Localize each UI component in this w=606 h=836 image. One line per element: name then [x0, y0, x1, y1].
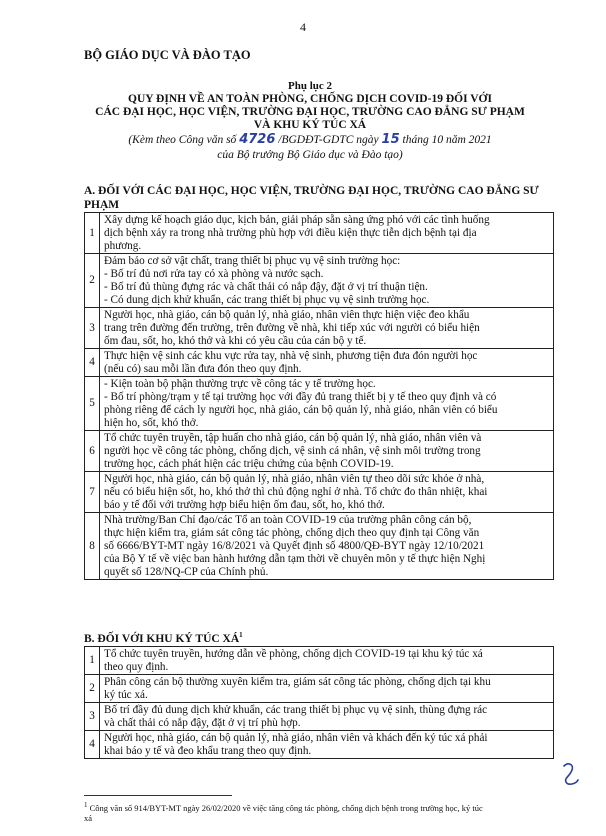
row-text-line: của Bộ Y tế về việc ban hành hướng dẫn tạm thời về chuyên môn y tế thực hiện Nghị	[104, 553, 486, 565]
row-text-line: Nhà trường/Ban Chỉ đạo/các Tổ an toàn COVID-19 của trường phân công cán bộ,	[104, 514, 472, 526]
row-text-line: dịch bệnh xảy ra trong nhà trường phù hợp với điều kiện thực tiễn dịch bệnh tại địa	[104, 227, 477, 239]
row-text-line: Xây dựng kế hoạch giáo dục, kịch bản, giải pháp sẵn sàng ứng phó với các tình huống	[104, 214, 490, 226]
table-row	[85, 702, 554, 730]
row-number: 5	[85, 377, 100, 431]
row-text-line: - Bố trí đủ nơi rửa tay có xà phòng và nước sạch.	[104, 268, 324, 280]
row-text-line: Bố trí đầy đủ dung dịch khử khuẩn, các trang thiết bị phục vụ vệ sinh, thùng đựng rác	[104, 703, 488, 716]
row-number: 4	[85, 349, 100, 377]
page-number: 4	[300, 20, 306, 34]
table-row	[85, 431, 554, 472]
row-number: 2	[85, 254, 100, 308]
document-header	[60, 80, 560, 162]
row-text-line: Tổ chức tuyên truyền, tập huấn cho nhà giáo, cán bộ quản lý, nhà giáo, nhân viên và	[104, 432, 482, 444]
row-text-line: Người học, nhà giáo, cán bộ quản lý, nhà giáo, nhân viên thực hiện việc đeo khẩu	[104, 309, 470, 321]
row-text-line: báo y tế đối với trường hợp biểu hiện ốm đau, sốt, ho, khó thở.	[104, 499, 385, 511]
row-content	[100, 674, 554, 702]
row-text-line: (nếu có) sau mỗi lần đưa đón theo quy định.	[104, 363, 302, 375]
row-content	[100, 513, 554, 580]
section-b-table	[84, 646, 554, 759]
table-row	[85, 254, 554, 308]
footnote-mark: 1	[84, 801, 88, 809]
table-row	[85, 472, 554, 513]
title-line-2: CÁC ĐẠI HỌC, HỌC VIỆN, TRƯỜNG ĐẠI HỌC, TRƯỜNG CAO ĐẲNG SƯ PHẠM	[95, 106, 525, 118]
row-text-line: Tổ chức tuyên truyền, hướng dẫn về phòng, chống dịch COVID-19 tại khu ký túc xá	[104, 647, 483, 660]
row-number: 3	[85, 702, 100, 730]
row-text-line: trang trên đường đến trường, trên đường về nhà, khi tiếp xúc với người có biểu hiện	[104, 322, 480, 334]
row-text-line: ký túc xá.	[104, 688, 148, 701]
row-content	[100, 730, 554, 758]
row-text-line: - Có dung dịch khử khuẩn, các trang thiết bị phục vụ vệ sinh trường học.	[104, 294, 430, 306]
footnote-line-2: xá	[84, 812, 93, 823]
row-content	[100, 308, 554, 349]
subtitle-mid: /BGDĐT-GDTC ngày	[275, 134, 382, 146]
row-text-line: khai báo y tế và đeo khẩu trang theo quy định.	[104, 744, 312, 757]
row-content	[100, 349, 554, 377]
row-text-line: ốm đau, sốt, ho, khó thở và khi có yêu cầu của cán bộ y tế.	[104, 335, 367, 347]
subtitle-suffix: tháng 10 năm 2021	[399, 134, 492, 146]
row-text-line: Người học, nhà giáo, cán bộ quản lý, nhà giáo, nhân viên tự theo dõi sức khỏe ở nhà,	[104, 473, 485, 485]
handwritten-day: 15	[381, 132, 400, 147]
title-line-3: VÀ KHU KÝ TÚC XÁ	[253, 119, 367, 131]
row-text-line: phương.	[104, 240, 142, 252]
section-b-heading	[84, 628, 554, 646]
table-row	[85, 308, 554, 349]
row-number: 1	[85, 213, 100, 254]
row-text-line: thực hiện kiểm tra, giám sát công tác phòng, chống dịch theo quy định tại Công văn	[104, 527, 480, 539]
section-b	[84, 628, 554, 759]
ministry-name: BỘ GIÁO DỤC VÀ ĐÀO TẠO	[84, 48, 251, 62]
row-text-line: Thực hiện vệ sinh các khu vực rửa tay, nhà vệ sinh, phương tiện đưa đón người học	[104, 350, 478, 362]
section-a	[84, 184, 554, 580]
subtitle-line-1	[60, 133, 560, 147]
row-text-line: Phân công cán bộ thường xuyên kiểm tra, giám sát công tác phòng, chống dịch tại khu	[104, 675, 491, 688]
table-row	[85, 646, 554, 674]
section-a-table	[84, 212, 554, 580]
table-row	[85, 213, 554, 254]
subtitle-prefix: (Kèm theo Công văn số	[128, 134, 240, 146]
row-text-line: theo quy định.	[104, 660, 169, 673]
row-number: 3	[85, 308, 100, 349]
row-text-line: - Bố trí đủ thùng đựng rác và chất thải có nắp đậy, đặt ở vị trí thuận tiện.	[104, 281, 428, 293]
row-content	[100, 702, 554, 730]
footnote-line-1: Công văn số 914/BYT-MT ngày 26/02/2020 về việc tăng công tác phòng, chống dịch bệnh trong trường học, ký túc	[89, 802, 483, 813]
row-text-line: - Kiện toàn bộ phận thường trực về công tác y tế trường học.	[104, 378, 376, 390]
footnote-reference: 1	[239, 631, 243, 639]
row-text-line: phòng riêng để cách ly người học, nhà giáo, cán bộ quản lý, nhà giáo, nhân viên có biểu	[104, 404, 498, 416]
row-text-line: và chất thải có nắp đậy, đặt ở vị trí phù hợp.	[104, 716, 301, 729]
row-content	[100, 377, 554, 431]
initial-signature-mark	[560, 760, 582, 788]
table-row	[85, 674, 554, 702]
subtitle-line-2: của Bộ trưởng Bộ Giáo dục và Đào tạo)	[217, 149, 403, 161]
title-line-1: QUY ĐỊNH VỀ AN TOÀN PHÒNG, CHỐNG DỊCH COVID-19 ĐỐI VỚI	[128, 93, 492, 105]
row-number: 2	[85, 674, 100, 702]
table-row	[85, 349, 554, 377]
handwritten-doc-number: 4726	[239, 132, 276, 147]
section-a-heading: A. ĐỐI VỚI CÁC ĐẠI HỌC, HỌC VIỆN, TRƯỜNG ĐẠI HỌC, TRƯỜNG CAO ĐẲNG SƯ PHẠM	[84, 185, 539, 211]
row-text-line: số 6666/BYT-MT ngày 16/8/2021 và Quyết định số 4800/QĐ-BYT ngày 12/10/2021	[104, 540, 485, 552]
row-text-line: - Bố trí phòng/trạm y tế tại trường học với đầy đủ trang thiết bị y tế theo quy định và có	[104, 391, 497, 403]
row-text-line: Đảm bảo cơ sở vật chất, trang thiết bị phục vụ vệ sinh trường học:	[104, 255, 401, 267]
row-text-line: nếu có biểu hiện sốt, ho, khó thở thì chủ động nghỉ ở nhà. Tổ chức đo thân nhiệt, khai	[104, 486, 488, 498]
row-text-line: quyết số 128/NQ-CP của Chính phủ.	[104, 566, 269, 578]
row-content	[100, 472, 554, 513]
row-content	[100, 254, 554, 308]
table-row	[85, 377, 554, 431]
footnote	[84, 800, 554, 823]
row-number: 4	[85, 730, 100, 758]
row-content	[100, 213, 554, 254]
row-content	[100, 646, 554, 674]
row-content	[100, 431, 554, 472]
row-text-line: trường học, cách phát hiện các triệu chứng của bệnh COVID-19.	[104, 458, 394, 470]
row-number: 6	[85, 431, 100, 472]
table-row	[85, 730, 554, 758]
row-number: 7	[85, 472, 100, 513]
row-text-line: Người học, nhà giáo, cán bộ quản lý, nhà giáo, nhân viên và khách đến ký túc xá phải	[104, 731, 488, 744]
row-text-line: người học về công tác phòng, chống dịch, vệ sinh cá nhân, vệ sinh môi trường trong	[104, 445, 481, 457]
row-number: 1	[85, 646, 100, 674]
row-text-line: hiện ho, sốt, khó thở.	[104, 417, 199, 429]
footnote-divider	[84, 795, 232, 796]
appendix-label: Phụ lục 2	[287, 80, 332, 92]
table-row	[85, 513, 554, 580]
section-b-heading-text: B. ĐỐI VỚI KHU KÝ TÚC XÁ	[84, 632, 240, 645]
row-number: 8	[85, 513, 100, 580]
